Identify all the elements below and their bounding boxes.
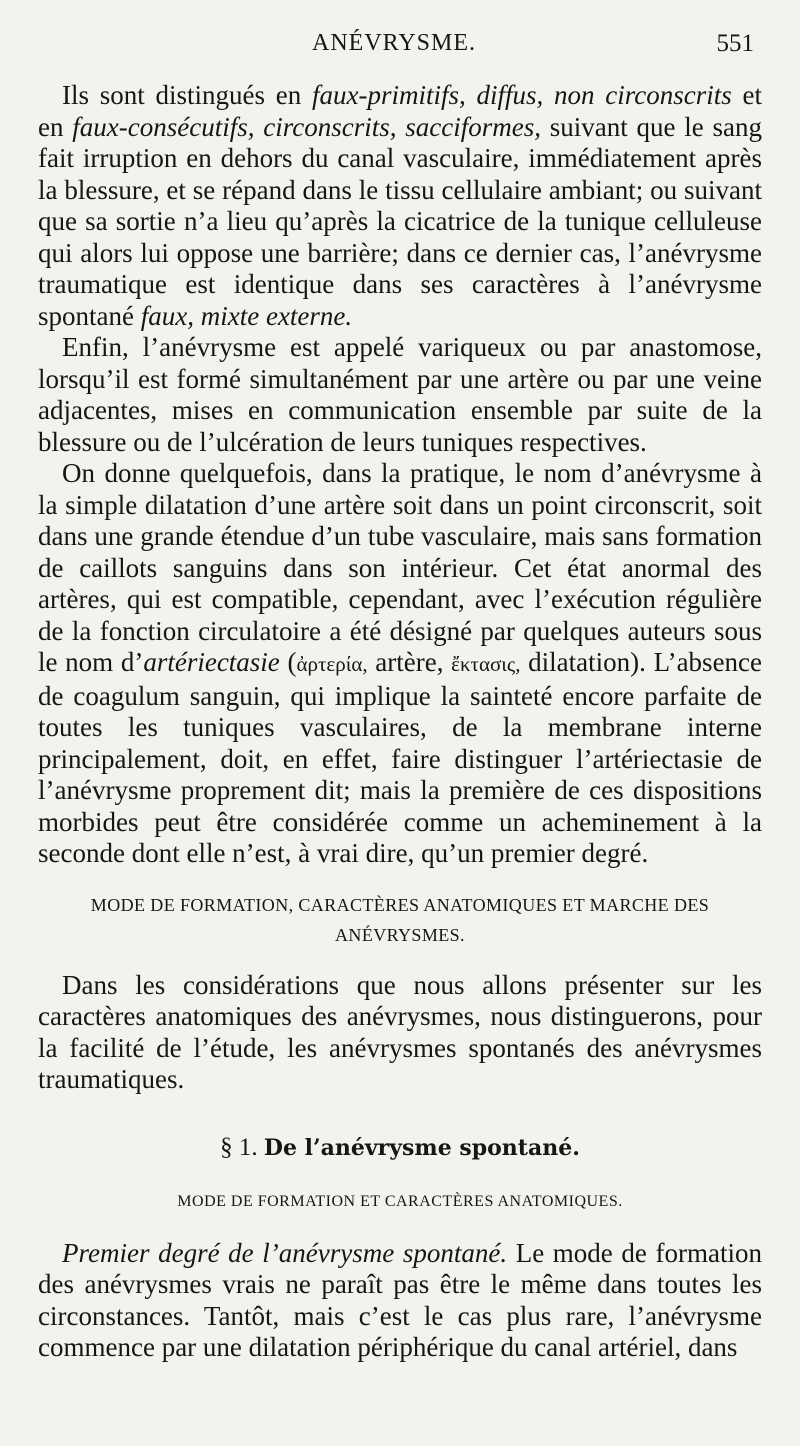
- paragraph-3: On donne quelquefois, dans la pratique, le nom d’anévrysme à la simple dilatation d’une artère soit dans un point circonscrit, soit dans une grande étendue d’un tube vasculaire, mais sans formation de caillots sanguins dans son intérieur. Cet état anormal des artères, qui est compatible, cependant, avec l’exécution régulière de la fonction circulatoire a été désigné par quelques auteurs sous le nom d’artériectasie (ἀρτερία, artère, ἔκτασις, dilatation). L’absence de coagulum sanguin, qui implique la sainteté encore parfaite de toutes les tuniques vasculaires, de la membrane interne principalement, doit, en effet, faire distinguer l’artériectasie de l’anévrysme proprement dit; mais la première de ces dispositions morbides peut être considérée comme un acheminement à la seconde dont elle n’est, à vrai dire, qu’un premier degré.: [38, 458, 763, 868]
- page-number: 551: [716, 30, 754, 57]
- paragraph-heading: [38, 1132, 762, 1165]
- subheading: MODE DE FORMATION ET CARACTÈRES ANATOMIQUES.: [177, 1193, 623, 1210]
- section-heading-line-2: ANÉVRYSMES.: [335, 924, 465, 945]
- paragraph-4: Dans les considérations que nous allons présenter sur les caractères anatomiques des anévrysmes, nous distinguerons, pour la facilité de l’étude, les anévrysmes spontanés des anévrysmes traumatiques.: [38, 969, 762, 1094]
- section-heading-line-1: MODE DE FORMATION, CARACTÈRES ANATOMIQUES ET MARCHE DES: [90, 894, 710, 915]
- paragraph-2: Enfin, l’anévrysme est appelé variqueux ou par anastomose, lorsqu’il est formé simultanément par une artère ou par une veine adjacentes, mises en communication ensemble par suite de la blessure ou de l’ulcération de leurs tuniques respectives.: [38, 332, 762, 457]
- paragraph-5: Premier degré de l’anévrysme spontané. Le mode de formation des anévrysmes vrais ne paraît pas être le même dans toutes les circonstances. Tantôt, mais c’est le cas plus rare, l’anévrysme commence par une dilatation périphérique du canal artériel, dans: [38, 1237, 762, 1362]
- running-head: [0, 30, 800, 64]
- paragraph-heading-title: De l’anévrysme spontané.: [263, 1134, 580, 1161]
- greek-word-ektasis: ἔκτασις,: [451, 652, 521, 676]
- greek-word-arteria: ἀρτερία,: [296, 652, 368, 676]
- running-title: ANÉVRYSME.: [312, 30, 477, 56]
- paragraph-1: Ils sont distingués en faux-primitifs, diffus, non circonscrits et en faux-consécutifs, circonscrits, sacciformes, suivant que le sang fait irruption en dehors du canal vasculaire, immédiatement après la blessure, et se répand dans le tissu cellulaire ambiant; ou suivant que sa sortie n’a lieu qu’après la cicatrice de la tunique celluleuse qui alors lui oppose une barrière; dans ce dernier cas, l’anévrysme traumatique est identique dans ses caractères à l’anévrysme spontané faux, mixte externe.: [38, 80, 763, 331]
- body-text: [38, 80, 762, 1364]
- section-symbol: § 1.: [220, 1133, 258, 1161]
- section-heading: [38, 890, 762, 950]
